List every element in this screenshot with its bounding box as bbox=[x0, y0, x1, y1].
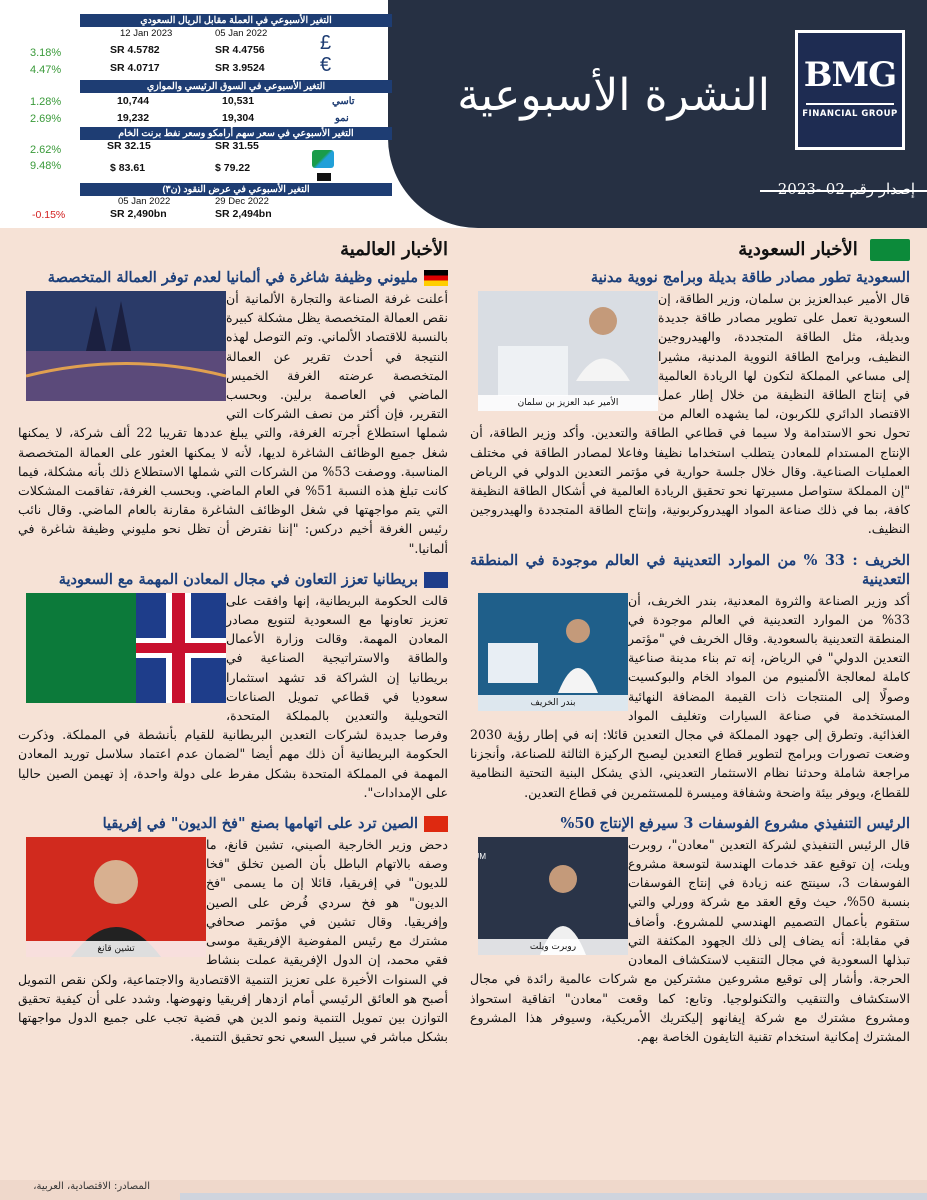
fx-date-previous: 05 Jan 2022 bbox=[215, 28, 268, 39]
article-body: دحض وزير الخارجية الصيني، تشين قانغ، ما وصفه بالاتهام الباطل بأن الصين تخلق "فخا للديون" في إفريقيا، قائلا إن ما يسمى "فخ الديون" هو فخ سردي فُرض على الصين وإفريقيا. وقال تشين في مؤتمر صحافي مشترك مع رئيس المفوضية الإفريقية موسى فقي محمد، إن الدول الإفريقية عملت بنشاط في السنوات الأخيرة على تعزيز التنمية الاقتصادية والاجتماعية، ولكن نقص التمويل أصبح هو العائق الرئيسي أمام ازدهار إفريقيا ونهوضها. وشدد على أن كيفية تحقيق التوازن بين تمويل التنمية ونمو الدين هي قضية تجب على جميع الدول مواجهتها بشكل مباشر في سبيل السعي نحو تحقيق التنمية. bbox=[18, 837, 448, 1045]
stock-current: 19,232 bbox=[117, 112, 150, 124]
minister-photo-icon bbox=[26, 837, 206, 957]
money-date-current: 05 Jan 2022 bbox=[118, 196, 171, 207]
bmg-logo bbox=[795, 30, 905, 150]
photo-banner-text: M bbox=[479, 851, 486, 861]
fx-date-current: 12 Jan 2023 bbox=[120, 28, 173, 39]
aramco-previous: SR 31.55 bbox=[215, 140, 259, 152]
money-date-previous: 29 Dec 2022 bbox=[215, 196, 269, 207]
logo-subtext: FINANCIAL GROUP bbox=[802, 109, 898, 119]
article-headline bbox=[18, 814, 448, 833]
article-photo bbox=[26, 593, 226, 703]
fx-previous: SR 3.9524 bbox=[215, 62, 265, 74]
saudi-news-column bbox=[470, 236, 910, 1046]
stock-title: التغير الأسبوعي في السوق الرئيسي والموازي bbox=[80, 80, 392, 93]
cologne-photo-icon bbox=[26, 291, 226, 401]
stock-previous: 10,531 bbox=[222, 95, 255, 107]
article-body: أكد وزير الصناعة والثروة المعدنية، بندر الخريف، أن 33% من الموارد التعدينية في العالم موجودة في المنطقة التعدينية بالسعودية. وقال الخريف في "مؤتمر التعدين الدولي" في الرياض، إنه تم بناء مدينة صناعية كاملة لمعالجة الألمنيوم من المواد الخام والبوكسيت وصولًا إلى المنتجات ذات القيمة المضافة النهائية المستخدمة في صناعة السيارات وتغليف المواد الغذائية. وتطرق إلى جهود المملكة في مجال التعدين قائلا: إنه في إطار رؤية 2030 وضعت تصورات وبرامج لتطوير قطاع التعدين ليصبح الركيزة الثالثة للصناعة، وأنجزنا مراجعة شاملة وحدثنا نظام الاستثمار التعديني، الذي يشكل البنية التحتية النظامية للقطاع، ويوفر بيئة واضحة وشفافة وميسرة للمستثمرين في قطاع التعدين. bbox=[470, 592, 910, 800]
market-summary-panel bbox=[10, 10, 392, 228]
page-title: النشرة الأسبوعية bbox=[457, 70, 770, 121]
brent-previous: $ 79.22 bbox=[215, 162, 251, 174]
money-change: -0.15% bbox=[32, 209, 66, 221]
brent-current: $ 83.61 bbox=[110, 162, 146, 174]
photo-caption: روبرت ويلت bbox=[478, 939, 628, 955]
headline-text: بريطانيا تعزز التعاون في مجال المعادن المهمة مع السعودية bbox=[58, 570, 418, 588]
germany-flag-icon bbox=[424, 270, 448, 286]
stock-change: 2.69% bbox=[30, 113, 62, 125]
header bbox=[0, 0, 927, 228]
fx-previous: SR 4.4756 bbox=[215, 44, 265, 56]
headline-text: مليوني وظيفة شاغرة في ألمانيا لعدم توفر العمالة المتخصصة bbox=[47, 269, 418, 286]
global-section-title: الأخبار العالمية bbox=[340, 239, 448, 260]
fx-change: 4.47% bbox=[30, 64, 62, 76]
photo-caption: الأمير عبد العزيز بن سلمان bbox=[478, 395, 658, 411]
euro-icon: € bbox=[320, 54, 332, 76]
stock-label-tasi: تاسي bbox=[332, 96, 355, 107]
article-body: أعلنت غرفة الصناعة والتجارة الألمانية أن نقص العمالة المتخصصة يظل مشكلة كبيرة بالنسبة للاقتصاد الألماني. وتم التوصل لهذه النتيجة في أحدث تقرير عن العمالة المتخصصة عرضته الغرفة الخميس الماضي في العاصمة برلين. وبحسب التقرير، فإن أكثر من نصف الشركات التي شملها استطلاع أجرته الغرفة، والتي يبلغ عددها تقريبا 22 ألف شركة، لا يمكنها شغل جميع الوظائف الشاغرة لديها، لأنه لا يمكنها العثور على العمالة المتخصصة المناسبة. ووصفت 53% من الشركات التي شملها الاستطلاع ذلك بأنه مشكلة، فيما كانت تبلغ هذه النسبة 51% في العام الماضي. وبحسب الغرفة، تفاقمت المشكلات التي يتم مواجهتها في شغل الوظائف الشاغرة مقارنة بالعام الماضي. وقال نائب رئيس الغرفة أخيم دركس: "إننا نفترض أن تظل نحو مليوني وظيفة شاغرة في ألمانيا." bbox=[18, 291, 448, 556]
headline-text: الصين ترد على اتهامها بصنع "فخ الديون" في إفريقيا bbox=[102, 815, 418, 833]
article-headline: الخريف : 33 % من الموارد التعدينية في العالم موجودة في المنطقة التعدينية bbox=[470, 551, 910, 588]
oil-title: التغير الأسبوعي في سعر سهم أرامكو وسعر نفط برنت الخام bbox=[80, 127, 392, 140]
oil-change: 9.48% bbox=[30, 160, 62, 172]
pound-icon: £ bbox=[320, 32, 332, 54]
aramco-logo-icon bbox=[312, 150, 334, 168]
oil-change: 2.62% bbox=[30, 144, 62, 156]
article-headline bbox=[18, 268, 448, 287]
article-headline bbox=[18, 570, 448, 589]
article-headline: الرئيس التنفيذي مشروع الفوسفات 3 سيرفع الإنتاج 50% bbox=[560, 814, 910, 832]
article-photo bbox=[478, 291, 658, 411]
minister-photo-icon bbox=[478, 291, 658, 411]
stock-change: 1.28% bbox=[30, 96, 62, 108]
global-news-column bbox=[18, 236, 448, 1046]
article-photo bbox=[478, 837, 628, 955]
photo-caption: بندر الخريف bbox=[478, 695, 628, 711]
saudi-flag-icon bbox=[870, 239, 910, 261]
fx-current: SR 4.5782 bbox=[110, 44, 160, 56]
uk-saudi-flags-photo-icon bbox=[26, 593, 226, 703]
oil-futures-icon bbox=[317, 173, 331, 181]
interview-photo-icon bbox=[478, 837, 628, 955]
money-previous: SR 2,494bn bbox=[215, 208, 272, 220]
aramco-current: SR 32.15 bbox=[107, 140, 151, 152]
fx-title: التغير الأسبوعي في العملة مقابل الريال السعودي bbox=[80, 14, 392, 27]
article-photo bbox=[26, 291, 226, 401]
article-photo bbox=[26, 837, 206, 957]
saudi-section-title: الأخبار السعودية bbox=[738, 239, 858, 260]
money-supply-title: التغير الأسبوعي في عرض النقود (ن٣) bbox=[80, 183, 392, 196]
article-photo bbox=[478, 593, 628, 711]
saudi-section-header bbox=[470, 236, 910, 264]
fx-current: SR 4.0717 bbox=[110, 62, 160, 74]
article-body: قال الرئيس التنفيذي لشركة التعدين "معادن"، روبرت ويلت، إن توقيع عقد خدمات الهندسة لتوسعة مشروع الفوسفات 3، سينتج عنه زيادة في إنتاج الفوسفات بنسبة 50%، حيث وقع العقد مع شركة وورلي والتي ستقوم بأعمال التصميم الهندسي للمشروع. وأضاف في مقابلة: أنه يضاف إلى ذلك الجهود المكثفة التي تبذلها السعودية في مجال التنقيب لاستكشاف المعادن الحرجة. وأشار إلى توقيع مشروعين مشتركين مع شركات عالمية رائدة في مجال الاستكشاف والتنقيب والتكنولوجيا. وتابع: كما وقعت "معادن" اتفاقية استحواذ ومشروع مشترك مع شركة إيفانهو إليكتريك الأمريكية، وسيوفر هذا المشروع المشترك إمكانية استخدام تقنية التايفون الخاصة بهم. bbox=[470, 836, 910, 1044]
article-body: قال الأمير عبدالعزيز بن سلمان، وزير الطاقة، إن السعودية تعمل على تطوير مصادر طاقة جديدة وبديلة، مثل الطاقة المتجددة، والهيدروجين النظيف، وبرامج الطاقة النووية المدنية، مشيرا إلى مساعي المملكة لتكون لها الريادة العالمية في إنتاج الطاقة النظيفة من خلال إطار عمل الاقتصاد الدائري للكربون، لما يشهده العالم من تحول نحو الاستدامة ولا سيما في قطاعي الطاقة والتعدين. وأكد وزير الطاقة، أن الإنتاج المستدام للمعادن يتطلب استخداما نظيفا وفاعلا لمصادر الطاقة في مختلف العمليات الصناعية. وقال خلال جلسة حوارية في مؤتمر التعدين الدولي في الرياض "إن المملكة ستواصل مسيرتها نحو تحقيق الريادة العالمية في أشكال الطاقة النظيفة كافة، بما في ذلك صناعة المواد الهيدروكربونية، وإنتاج الطاقة المتجددة والهيدروجين النظيف. bbox=[470, 291, 910, 537]
fx-change: 3.18% bbox=[30, 47, 62, 59]
article-body: قالت الحكومة البريطانية، إنها وافقت على تعزيز تعاونها مع السعودية لتنويع مصادر المعادن المهمة. وقالت وزارة الأعمال والطاقة والاستراتيجية الصناعية في بريطانيا إن الشراكة قد تشهد استثمارا سعوديا في قطاعي تمويل الصناعات التحويلية والتعدين بالمملكة المتحدة، وفرصا جديدة لشركات التعدين البريطانية للقيام بأنشطة في المملكة. وذكرت الحكومة البريطانية أن ذلك مهم أيضا "لضمان عدم اعتماد سلاسل توريد المعادن المهمة في المملكة المتحدة بشكل مفرط على دولة واحدة، إذ تهيمن الصين حاليا على الإمدادات". bbox=[18, 592, 448, 800]
photo-caption: تشين قانغ bbox=[26, 941, 206, 957]
uk-flag-icon bbox=[424, 572, 448, 588]
stock-current: 10,744 bbox=[117, 95, 150, 107]
article-headline: السعودية تطور مصادر طاقة بديلة وبرامج نووية مدنية bbox=[590, 269, 910, 286]
footer-bar bbox=[180, 1193, 927, 1200]
speaker-photo-icon bbox=[478, 593, 628, 711]
stock-label-nomu: نمو bbox=[335, 113, 349, 124]
logo-text: BMG bbox=[803, 55, 897, 95]
issue-number: إصدار رقم 02 -2023 bbox=[777, 180, 915, 198]
sources-note: المصادر: الاقتصادية، العربية، bbox=[33, 1181, 150, 1192]
money-current: SR 2,490bn bbox=[110, 208, 167, 220]
china-flag-icon bbox=[424, 816, 448, 832]
stock-previous: 19,304 bbox=[222, 112, 255, 124]
logo-divider bbox=[806, 103, 894, 105]
